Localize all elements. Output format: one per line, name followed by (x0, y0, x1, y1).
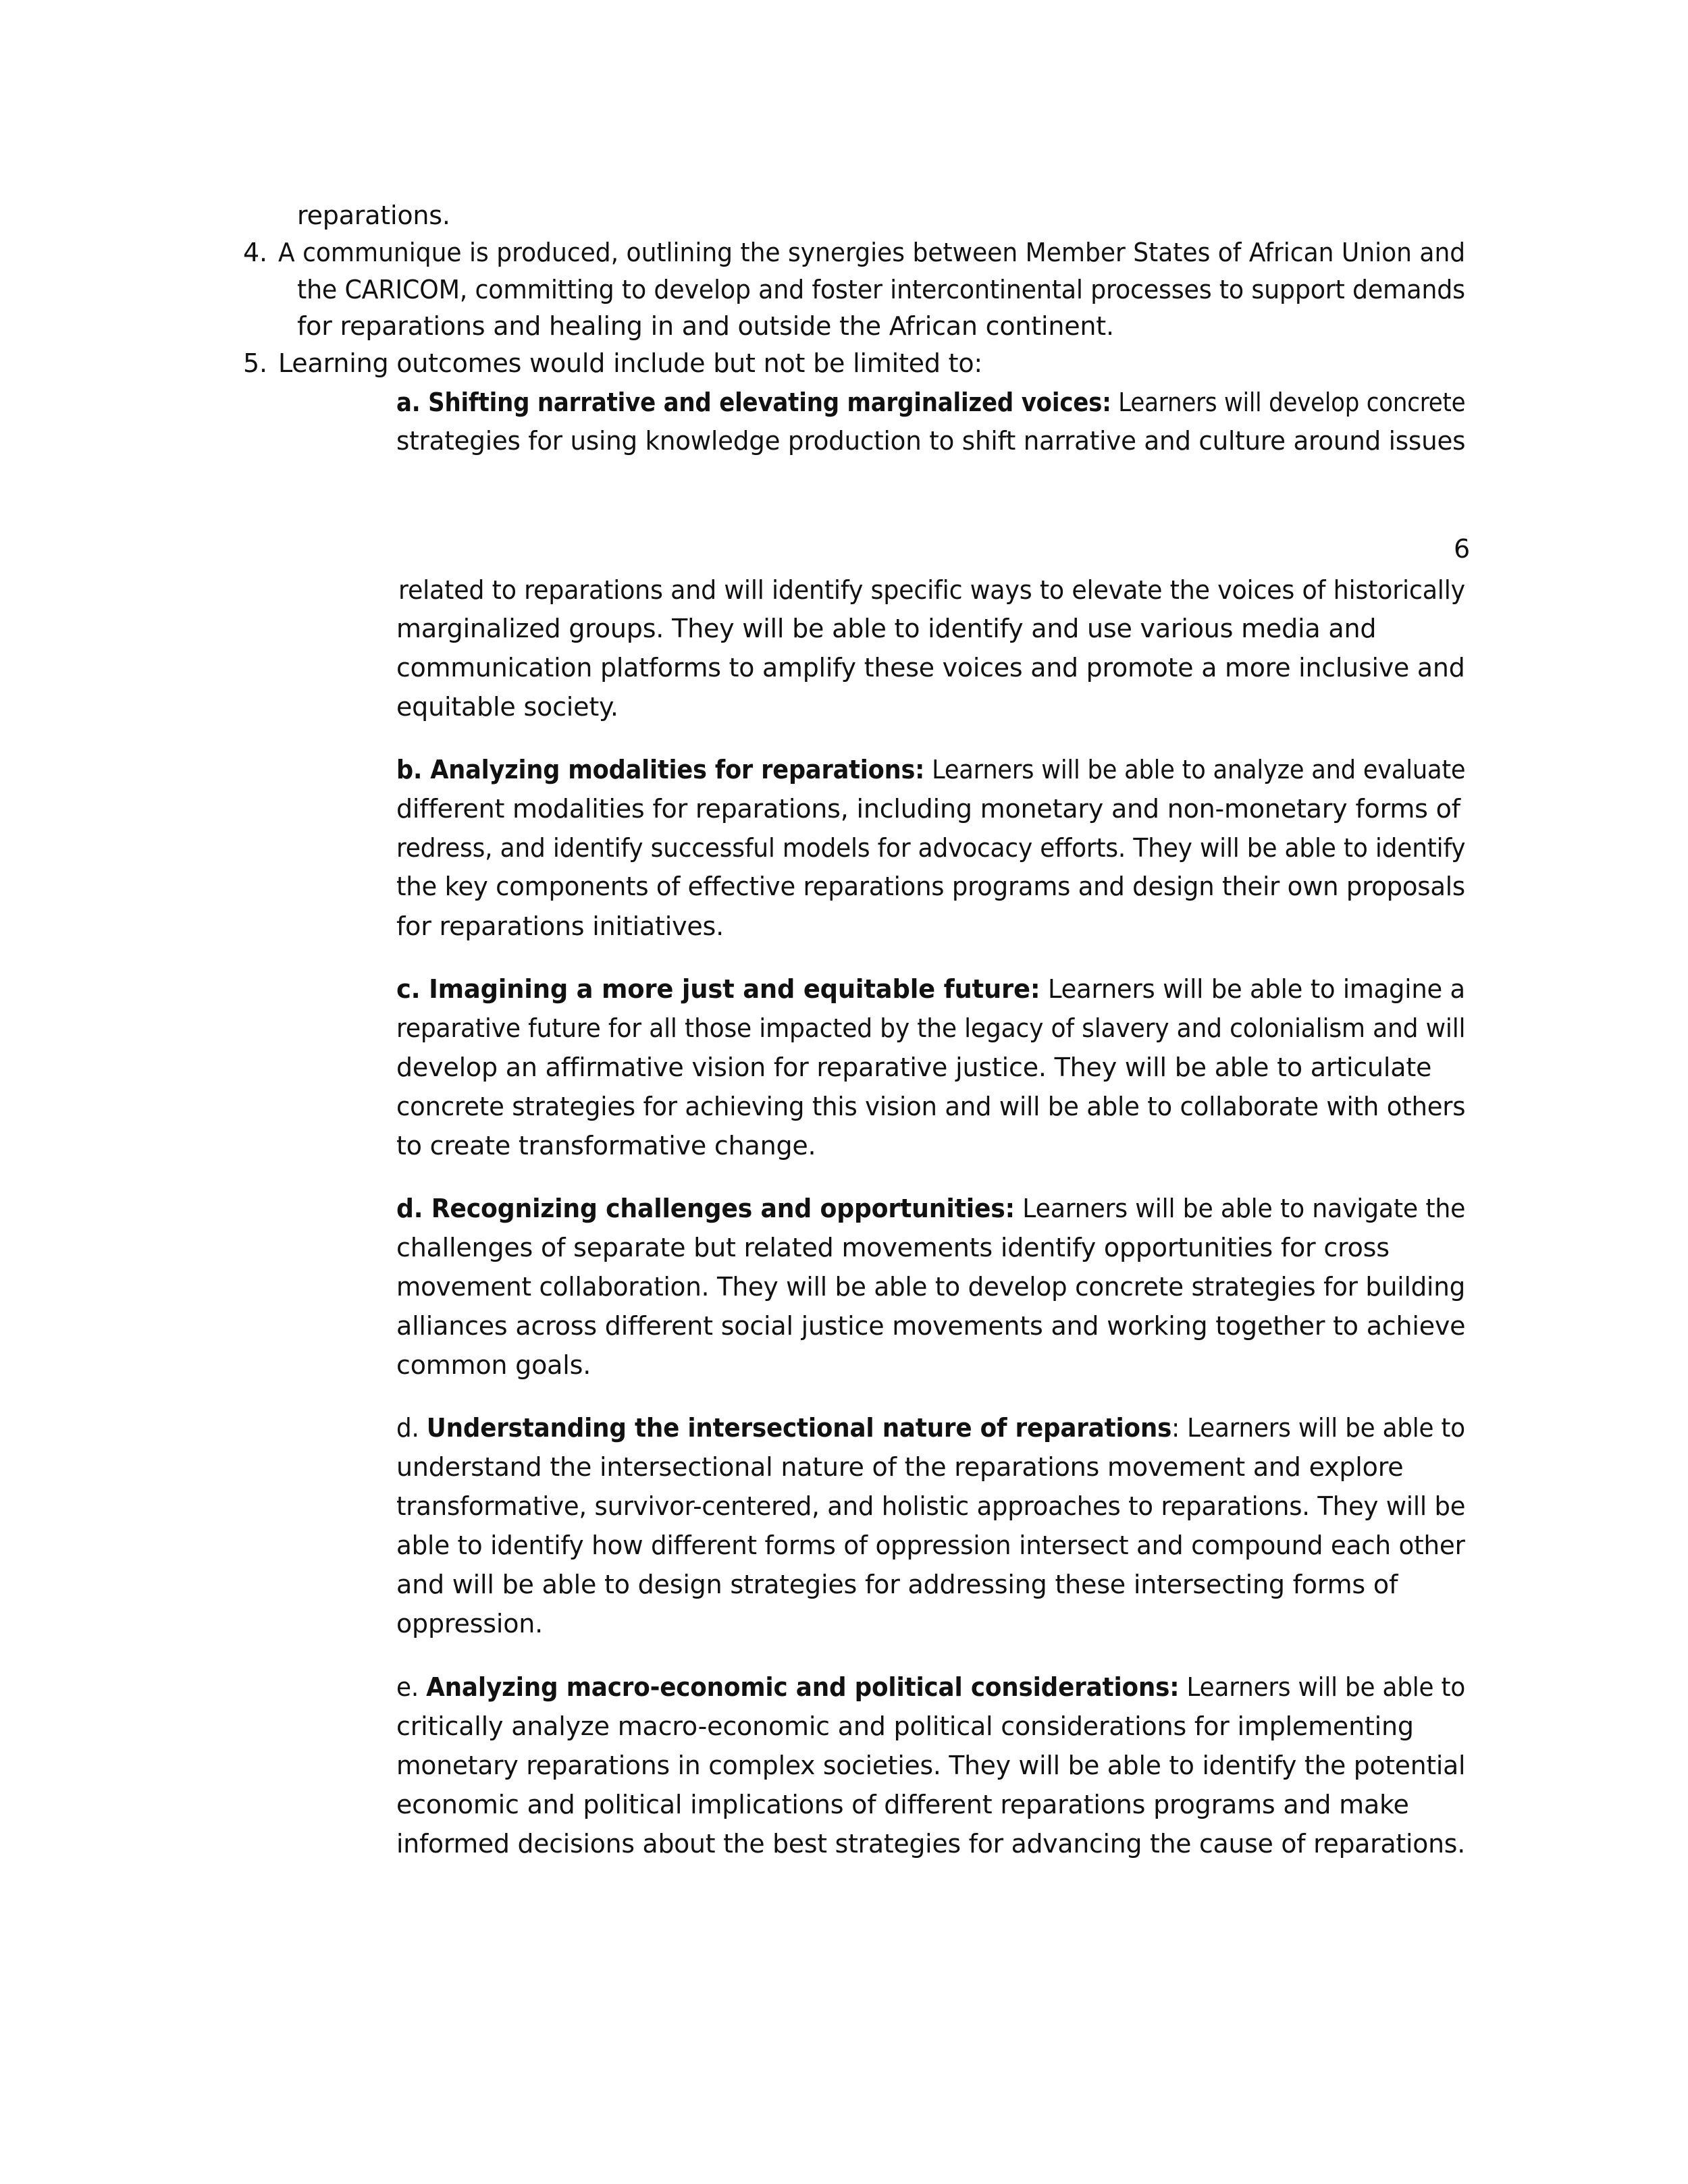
outcome-c-first-line (396, 974, 1465, 1005)
outcome-c-line: concrete strategies for achieving this vision and will be able to collaborate with others (396, 1092, 1466, 1121)
outcome-d2-line: oppression. (396, 1609, 544, 1639)
outcome-e-line: economic and political implications of different reparations programs and make (396, 1790, 1409, 1819)
outcome-b-line: different modalities for reparations, including monetary and non-monetary forms of (396, 794, 1460, 824)
item-4-line-1: A communique is produced, outlining the synergies between Member States of African Union and (278, 238, 1466, 267)
outcome-d2-line: and will be able to design strategies for addressing these intersecting forms of (396, 1570, 1398, 1599)
outcome-d2-first-rest: : Learners will be able to (1171, 1413, 1465, 1443)
outcome-d1-line: movement collaboration. They will be able to develop concrete strategies for building (396, 1272, 1466, 1302)
outcome-c-line: reparative future for all those impacted by the legacy of slavery and colonialism and will (396, 1013, 1466, 1043)
outcome-b-line: for reparations initiatives. (396, 911, 724, 941)
item-4-line-2: the CARICOM, committing to develop and foster intercontinental processes to support demands (297, 275, 1465, 304)
outcome-e-line: critically analyze macro-economic and political considerations for implementing (396, 1711, 1414, 1741)
outcome-e-first-line (396, 1672, 1465, 1703)
outcome-e-line: informed decisions about the best strategies for advancing the cause of reparations. (396, 1829, 1466, 1859)
item-4-number: 4. (243, 238, 267, 267)
item-5-text: Learning outcomes would include but not be limited to: (278, 348, 983, 378)
outcome-e-first-rest: Learners will be able to (1179, 1672, 1466, 1702)
item-5-number: 5. (243, 348, 267, 378)
outcome-b-line: redress, and identify successful models for advocacy efforts. They will be able to identify (396, 833, 1466, 863)
outcome-d2-line: understand the intersectional nature of the reparations movement and explore (396, 1452, 1404, 1482)
outcome-a-title: a. Shifting narrative and elevating marginalized voices: (396, 388, 1111, 417)
outcome-b-title: b. Analyzing modalities for reparations: (396, 755, 925, 784)
outcome-d2-first-line (396, 1412, 1465, 1443)
outcome-c-line: develop an affirmative vision for reparative justice. They will be able to articulate (396, 1053, 1432, 1082)
outcome-a-line: marginalized groups. They will be able to identify and use various media and (396, 614, 1377, 643)
outcome-b-first-line (396, 754, 1465, 785)
outcome-d1-title: d. Recognizing challenges and opportunities: (396, 1194, 1015, 1223)
outcome-a-line: equitable society. (396, 692, 618, 722)
outcome-a-line: communication platforms to amplify these voices and promote a more inclusive and (396, 653, 1465, 683)
outcome-c-title: c. Imagining a more just and equitable future: (396, 974, 1040, 1004)
item-4-line-3: for reparations and healing in and outside the African continent. (297, 311, 1114, 341)
page-number: 6 (1454, 534, 1471, 564)
outcome-e-line: monetary reparations in complex societies. They will be able to identify the potential (396, 1751, 1466, 1780)
outcome-d1-first-rest: Learners will be able to navigate the (1014, 1194, 1466, 1223)
outcome-a-first-line (396, 387, 1465, 418)
outcome-c-line: to create transformative change. (396, 1131, 816, 1161)
outcome-e-title: Analyzing macro-economic and political considerations: (426, 1672, 1180, 1702)
outcome-d1-line: challenges of separate but related movements identify opportunities for cross (396, 1233, 1390, 1262)
outcome-a-line: related to reparations and will identify specific ways to elevate the voices of historically (398, 575, 1465, 605)
outcome-d1-line: common goals. (396, 1350, 591, 1380)
outcome-d1-line: alliances across different social justice movements and working together to achieve (396, 1311, 1466, 1341)
outcome-c-first-rest: Learners will be able to imagine a (1040, 974, 1465, 1004)
outcome-a-line: strategies for using knowledge production to shift narrative and culture around issues (396, 426, 1466, 456)
outcome-d2-prefix: d. (396, 1413, 427, 1443)
carryover-text: reparations. (297, 201, 450, 230)
outcome-a-first-rest: Learners will develop concrete (1111, 388, 1466, 417)
outcome-d2-title: Understanding the intersectional nature of reparations (426, 1413, 1172, 1443)
outcome-d1-first-line (396, 1193, 1465, 1224)
outcome-d2-line: transformative, survivor-centered, and holistic approaches to reparations. They will be (396, 1491, 1466, 1521)
outcome-d2-line: able to identify how different forms of oppression intersect and compound each other (396, 1530, 1465, 1560)
outcome-b-line: the key components of effective reparations programs and design their own proposals (396, 872, 1465, 901)
outcome-b-first-rest: Learners will be able to analyze and evaluate (924, 755, 1466, 784)
outcome-e-prefix: e. (396, 1672, 427, 1702)
